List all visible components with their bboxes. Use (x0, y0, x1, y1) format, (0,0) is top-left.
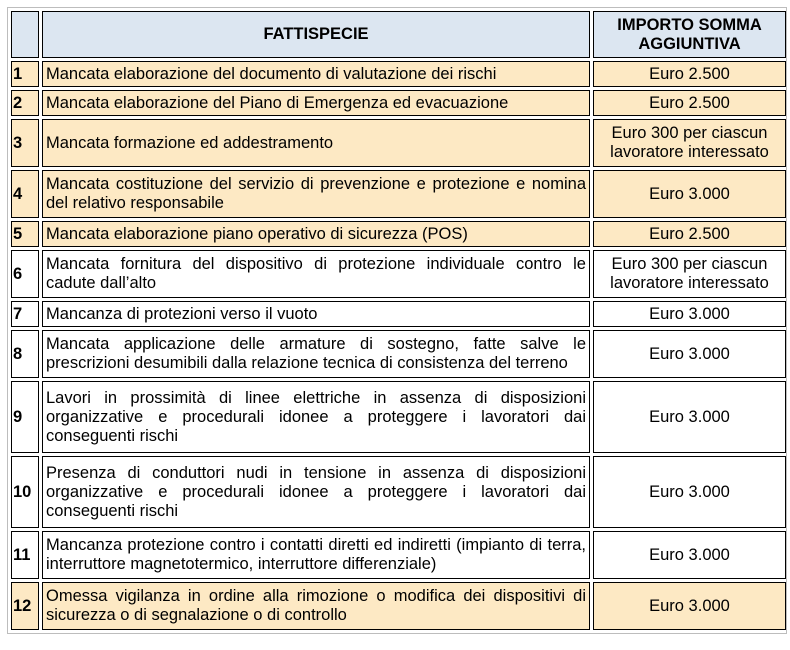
row-amount: Euro 300 per ciascun lavoratore interessato (593, 119, 786, 167)
row-amount: Euro 2.500 (593, 90, 786, 116)
table-row (11, 250, 786, 298)
row-number: 2 (11, 90, 39, 116)
row-description: Mancata costituzione del servizio di prevenzione e protezione e nomina del relativo responsabile (42, 170, 590, 218)
sanctions-table (8, 8, 789, 633)
table-row (11, 119, 786, 167)
row-amount: Euro 3.000 (593, 301, 786, 327)
table-row (11, 301, 786, 327)
row-number: 12 (11, 582, 39, 630)
row-description: Mancata formazione ed addestramento (42, 119, 590, 167)
row-amount: Euro 300 per ciascun lavoratore interessato (593, 250, 786, 298)
row-description: Mancata elaborazione piano operativo di sicurezza (POS) (42, 221, 590, 247)
row-description: Lavori in prossimità di linee elettriche in assenza di disposizioni organizzative e procedurali idonee a proteggere i lavoratori dai conseguenti rischi (42, 381, 590, 453)
table-header-row (11, 11, 786, 58)
row-description: Mancata fornitura del dispositivo di protezione individuale contro le cadute dall’alto (42, 250, 590, 298)
row-number: 9 (11, 381, 39, 453)
row-description: Mancata applicazione delle armature di sostegno, fatte salve le prescrizioni desumibili dalla relazione tecnica di consistenza del terreno (42, 330, 590, 378)
sanctions-table-container (7, 7, 787, 634)
row-number: 1 (11, 61, 39, 87)
table-row (11, 61, 786, 87)
table-row (11, 330, 786, 378)
row-amount: Euro 3.000 (593, 531, 786, 579)
row-number: 5 (11, 221, 39, 247)
row-number: 8 (11, 330, 39, 378)
header-importo-line2: AGGIUNTIVA (638, 34, 741, 53)
table-row (11, 381, 786, 453)
row-description: Mancanza protezione contro i contatti diretti ed indiretti (impianto di terra, interruttore magnetotermico, interruttore differenziale) (42, 531, 590, 579)
table-row (11, 456, 786, 528)
table-row (11, 531, 786, 579)
row-description: Presenza di conduttori nudi in tensione in assenza di disposizioni organizzative e procedurali idonee a proteggere i lavoratori dai conseguenti rischi (42, 456, 590, 528)
row-amount: Euro 2.500 (593, 221, 786, 247)
header-fattispecie: FATTISPECIE (42, 11, 590, 58)
table-row (11, 170, 786, 218)
row-description: Mancata elaborazione del documento di valutazione dei rischi (42, 61, 590, 87)
row-description: Mancanza di protezioni verso il vuoto (42, 301, 590, 327)
row-number: 10 (11, 456, 39, 528)
table-row (11, 90, 786, 116)
row-number: 7 (11, 301, 39, 327)
row-amount: Euro 3.000 (593, 170, 786, 218)
row-amount: Euro 3.000 (593, 582, 786, 630)
header-number (11, 11, 39, 58)
row-number: 3 (11, 119, 39, 167)
row-description: Omessa vigilanza in ordine alla rimozione o modifica dei dispositivi di sicurezza o di segnalazione o di controllo (42, 582, 590, 630)
row-number: 11 (11, 531, 39, 579)
table-row (11, 221, 786, 247)
table-row (11, 582, 786, 630)
header-importo-line1: IMPORTO SOMMA (617, 15, 762, 34)
table-body (11, 61, 786, 630)
row-description: Mancata elaborazione del Piano di Emergenza ed evacuazione (42, 90, 590, 116)
row-amount: Euro 3.000 (593, 456, 786, 528)
row-amount: Euro 3.000 (593, 381, 786, 453)
row-amount: Euro 2.500 (593, 61, 786, 87)
header-importo (593, 11, 786, 58)
row-number: 4 (11, 170, 39, 218)
row-amount: Euro 3.000 (593, 330, 786, 378)
row-number: 6 (11, 250, 39, 298)
